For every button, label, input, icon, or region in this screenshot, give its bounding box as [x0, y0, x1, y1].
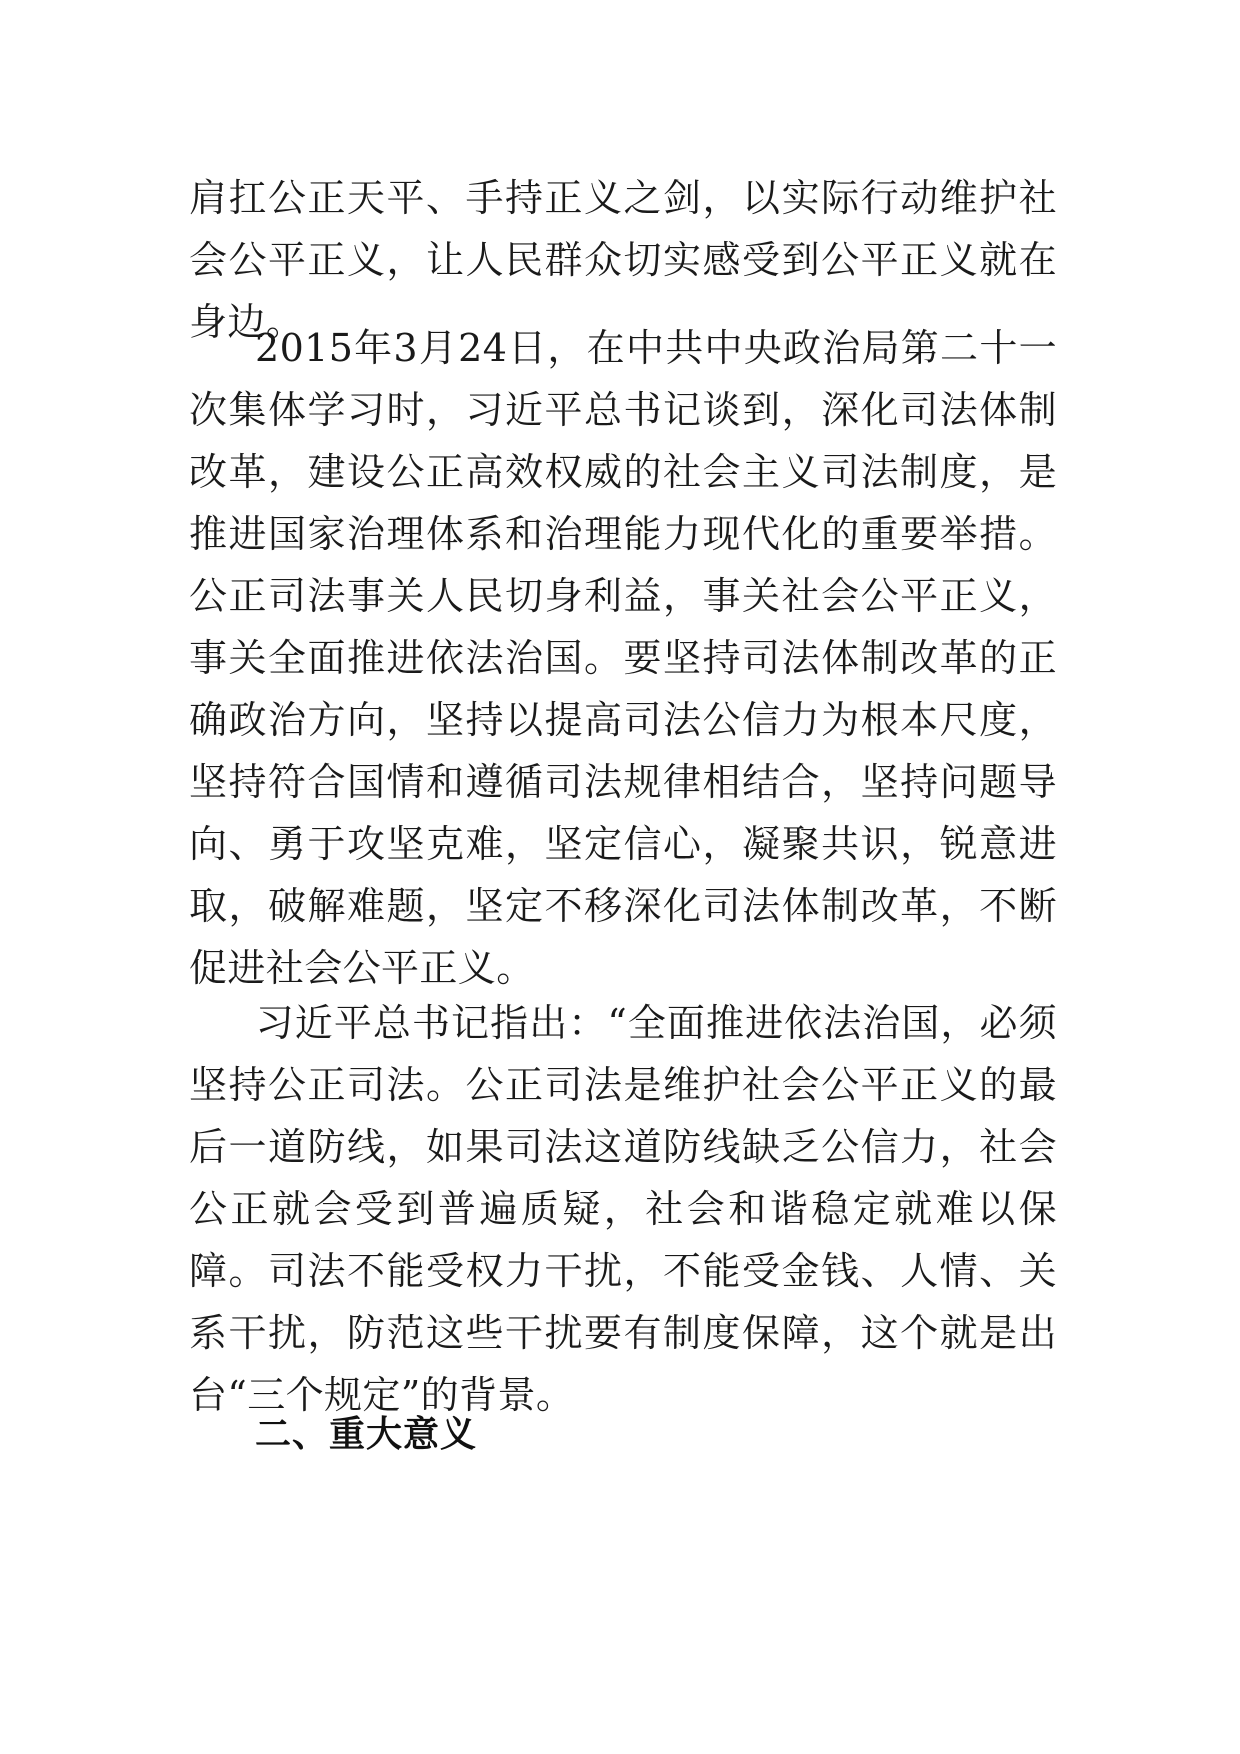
section-heading: 二、重大意义	[255, 1414, 478, 1455]
paragraph-judicial-reform-text: 2015年3月24日，在中共中央政治局第二十一次集体学习时，习近平总书记谈到，深化司法体制改革，建设公正高效权威的社会主义司法制度，是推进国家治理体系和治理能力现代化的重要举措。公正司法事关人民切身利益，事关社会公平正义，事关全面推进依法治国。要坚持司法体制改革的正确政治方向，坚持以提高司法公信力为根本尺度，坚持符合国情和遵循司法规律相结合，坚持问题导向、勇于攻坚克难，坚定信心，凝聚共识，锐意进取，破解难题，坚定不移深化司法体制改革，不断促进社会公平正义。	[189, 326, 1057, 990]
paragraph-judicial-reform	[189, 317, 1057, 999]
paragraph-fair-justice-text: 习近平总书记指出：“全面推进依法治国，必须坚持公正司法。公正司法是维护社会公平正义的最后一道防线，如果司法这道防线缺乏公信力，社会公正就会受到普遍质疑，社会和谐稳定就难以保障。司法不能受权力干扰，不能受金钱、人情、关系干扰，防范这些干扰要有制度保障，这个就是出台“三个规定”的背景。	[189, 1001, 1057, 1417]
paragraph-fair-justice	[189, 992, 1057, 1426]
paragraph-continuation: 肩扛公正天平、手持正义之剑，以实际行动维护社会公平正义，让人民群众切实感受到公平正义就在身边。	[189, 176, 1057, 344]
